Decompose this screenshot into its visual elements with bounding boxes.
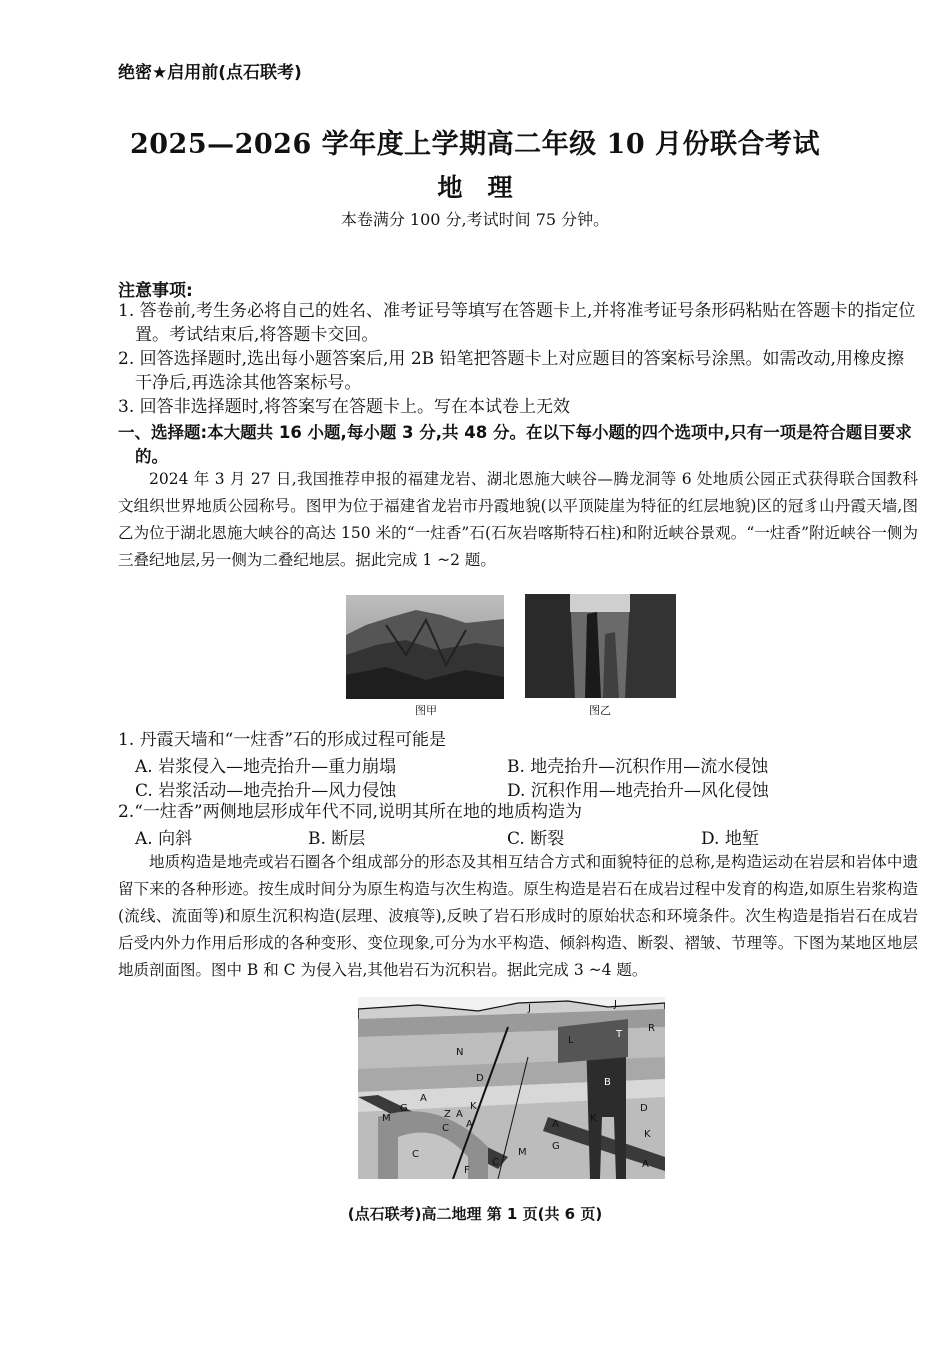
exam-title: 2025—2026 学年度上学期高二年级 10 月份联合考试 xyxy=(129,129,821,160)
label-C3: C xyxy=(492,1157,499,1168)
label-D2: D xyxy=(640,1103,648,1114)
question-1-option-c: C. 岩浆活动—地壳抬升—风力侵蚀 xyxy=(135,781,397,801)
question-2-option-b: B. 断层 xyxy=(308,829,366,849)
score-info: 本卷满分 100 分,考试时间 75 分钟。 xyxy=(340,210,610,229)
page-footer: (点石联考)高二地理 第 1 页(共 6 页) xyxy=(347,1205,603,1223)
geologic-cross-section xyxy=(358,997,665,1179)
label-J1: J xyxy=(528,1003,531,1014)
label-C1: C xyxy=(442,1123,449,1134)
passage-2: 地质构造是地壳或岩石圈各个组成部分的形态及其相互结合方式和面貌特征的总称,是构造运动在岩层和岩体中遗留下来的各种形迹。按生成时间分为原生构造与次生构造。原生构造是岩石在成岩过程中发育的构造,如原生岩浆构造(流线、流面等)和原生沉积构造(层理、波痕等),反映了岩石形成时的原始状态和环境条件。次生构造是指岩石在成岩后受内外力作用后形成的各种变形、变位现象,可分为水平构造、倾斜构造、断裂、褶皱、节理等。下图为某地区地层地质剖面图。图中 B 和 C 为侵入岩,其他岩石为沉积岩。据此完成 3 ~4 题。 xyxy=(118,853,918,979)
label-G2: G xyxy=(552,1141,560,1152)
label-K3: K xyxy=(590,1113,597,1124)
question-2-option-a: A. 向斜 xyxy=(135,829,193,849)
question-1-option-d: D. 沉积作用—地壳抬升—风化侵蚀 xyxy=(507,781,769,801)
label-T: T xyxy=(616,1029,623,1040)
label-F: F xyxy=(464,1165,470,1176)
label-A3: A xyxy=(466,1119,473,1130)
label-B: B xyxy=(604,1077,611,1088)
label-A5: A xyxy=(642,1159,649,1170)
notes-list xyxy=(118,299,918,419)
caption-figure-b: 图乙 xyxy=(589,704,611,717)
label-M2: M xyxy=(518,1147,527,1158)
label-A4: A xyxy=(552,1119,559,1130)
note-item-3: 3. 回答非选择题时,将答案写在答题卡上。写在本试卷上无效 xyxy=(118,397,571,417)
label-N: N xyxy=(456,1047,464,1058)
label-J2: J xyxy=(614,999,617,1010)
section-heading: 一、选择题:本大题共 16 小题,每小题 3 分,共 48 分。在以下每小题的四个选项中,只有一项是符合题目要求的。 xyxy=(118,423,912,466)
caption-figure-a: 图甲 xyxy=(415,704,437,717)
label-Z: Z xyxy=(444,1109,451,1120)
subject-title: 地 理 xyxy=(437,173,513,202)
label-L: L xyxy=(568,1035,574,1046)
question-1-stem: 1. 丹霞天墙和“一炷香”石的形成过程可能是 xyxy=(118,730,447,750)
note-item-1: 1. 答卷前,考生务必将自己的姓名、准考证号等填写在答题卡上,并将准考证号条形码粘贴在答题卡的指定位置。考试结束后,将答题卡交回。 xyxy=(118,301,916,345)
label-G1: G xyxy=(400,1103,408,1114)
question-2-stem: 2.“一炷香”两侧地层形成年代不同,说明其所在地的地质构造为 xyxy=(118,802,583,822)
photo-pillar-canyon xyxy=(525,594,676,698)
label-C2: C xyxy=(412,1149,419,1160)
question-2-option-d: D. 地堑 xyxy=(701,829,759,849)
question-1-option-a: A. 岩浆侵入—地壳抬升—重力崩塌 xyxy=(135,757,397,777)
label-M1: M xyxy=(382,1113,391,1124)
label-K1: K xyxy=(470,1101,477,1112)
note-item-2: 2. 回答选择题时,选出每小题答案后,用 2B 铅笔把答题卡上对应题目的答案标号涂黑。如需改动,用橡皮擦干净后,再选涂其他答案标号。 xyxy=(118,349,904,393)
label-A1: A xyxy=(420,1093,427,1104)
photo-danxia-wall xyxy=(346,595,504,699)
passage-1: 2024 年 3 月 27 日,我国推荐申报的福建龙岩、湖北恩施大峡谷—腾龙洞等 6 处地质公园正式获得联合国教科文组织世界地质公园称号。图甲为位于福建省龙岩市丹霞地貌(以平顶陡崖为特征的红层地貌)区的冠豸山丹霞天墙,图乙为位于湖北恩施大峡谷的高达 150 米的“一炷香”石(石灰岩喀斯特石柱)和附近峡谷景观。“一炷香”附近峡谷一侧为三叠纪地层,另一侧为二叠纪地层。据此完成 1 ~2 题。 xyxy=(118,470,918,569)
label-K2: K xyxy=(644,1129,651,1140)
label-R: R xyxy=(648,1023,655,1034)
label-D1: D xyxy=(476,1073,484,1084)
notes-heading: 注意事项: xyxy=(118,281,193,301)
question-2-option-c: C. 断裂 xyxy=(507,829,565,849)
secret-label: 绝密★启用前(点石联考) xyxy=(118,63,302,83)
question-1-option-b: B. 地壳抬升—沉积作用—流水侵蚀 xyxy=(507,757,769,777)
label-A2: A xyxy=(456,1109,463,1120)
